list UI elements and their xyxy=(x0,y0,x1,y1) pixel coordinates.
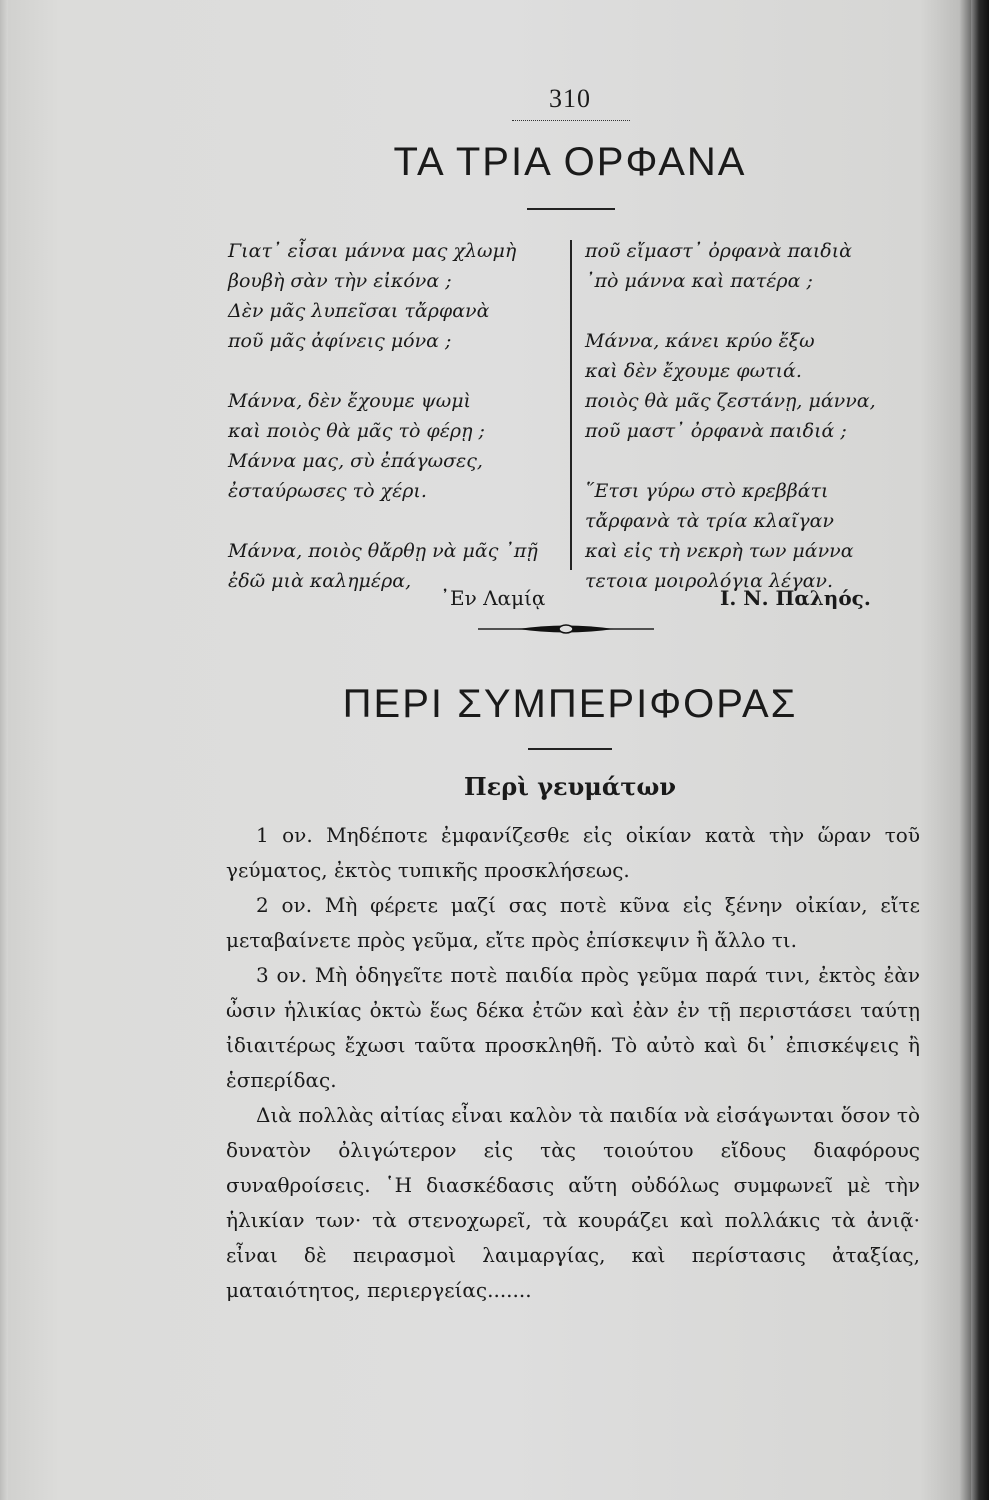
poem-line: Μάννα, κάνει κρύο ἔξω xyxy=(585,330,815,352)
page-left-edge xyxy=(0,0,8,1500)
poem-line: ποῦ μᾶς ἀφίνεις μόνα ; xyxy=(228,330,452,352)
poem-right-column xyxy=(585,236,905,596)
poem-line: ἐδῶ μιὰ καλημέρα, xyxy=(228,570,412,592)
poem-author: Ι. Ν. Παληός. xyxy=(720,586,871,610)
stanza-break xyxy=(585,296,905,326)
poem-column-divider xyxy=(570,240,572,570)
stanza-break xyxy=(585,446,905,476)
article-body xyxy=(226,818,920,1308)
poem-line: καὶ δὲν ἔχουμε φωτιά. xyxy=(585,360,802,382)
poem-line: καὶ εἰς τὴ νεκρὴ των μάννα xyxy=(585,540,854,562)
poem-title: ΤΑ ΤΡΙΑ ΟΡΦΑΝΑ xyxy=(393,140,747,184)
poem-line: ᾽πὸ μάννα καὶ πατέρα ; xyxy=(585,270,813,292)
poem-line: τἄρφανὰ τὰ τρία κλαῖγαν xyxy=(585,510,834,532)
article-subtitle: Περὶ γευμάτων xyxy=(464,772,676,801)
page-number: 310 xyxy=(549,84,591,113)
page-number-rule xyxy=(512,120,630,121)
poem-line: καὶ ποιὸς θὰ μᾶς τὸ φέρῃ ; xyxy=(228,420,485,442)
poem-line: βουβὴ σὰν τὴν εἰκόνα ; xyxy=(228,270,452,292)
poem-line: τετοια μοιρολόγια λέγαν. xyxy=(585,570,833,592)
article-paragraph: Διὰ πολλὰς αἰτίας εἶναι καλὸν τὰ παιδία νὰ εἰσάγωνται ὅσον τὸ δυνατὸν ὀλιγώτερον εἰς τὰς τοιούτου εἴδους διαφόρους συναθροίσεις. ῾Η διασκέδασις αὕτη οὐδόλως συμφωνεῖ μὲ τὴν ἡλικίαν των· τὰ στενοχωρεῖ, τὰ κουράζει καὶ πολλάκις τὰ ἀνιᾷ· εἶναι δὲ πειρασμοὶ λαιμαργίας, καὶ περίστασις ἀταξίας, ματαιότητος, περιεργείας....... xyxy=(226,1103,920,1302)
poem-line: Μάννα, δὲν ἔχουμε ψωμὶ xyxy=(228,390,471,412)
poem-line: ποῦ μαστ᾽ ὀρφανὰ παιδιά ; xyxy=(585,420,847,442)
ornament-divider xyxy=(478,622,654,636)
poem-line: Δὲν μᾶς λυπεῖσαι τἄρφανὰ xyxy=(228,300,490,322)
stanza-break xyxy=(228,356,558,386)
poem-line: ἐσταύρωσες τὸ χέρι. xyxy=(228,480,427,502)
poem-line: ποιὸς θὰ μᾶς ζεστάνῃ, μάννα, xyxy=(585,390,876,412)
poem-title-rule xyxy=(527,208,615,210)
binding-shadow xyxy=(971,0,989,1500)
article-paragraph: 1 ον. Μηδέποτε ἐμφανίζεσθε εἰς οἰκίαν κατὰ τὴν ὥραν τοῦ γεύματος, ἐκτὸς τυπικῆς προσκλήσεως. xyxy=(226,823,920,882)
poem-line: ῞Ετσι γύρω στὸ κρεββάτι xyxy=(585,480,829,502)
article-paragraph: 3 ον. Μὴ ὁδηγεῖτε ποτὲ παιδία πρὸς γεῦμα παρά τινι, ἐκτὸς ἐὰν ὦσιν ἡλικίας ὀκτὼ ἕως δέκα ἐτῶν καὶ ἐὰν ἐν τῇ περιστάσει ταύτῃ ἰδιαιτέρως ἔχωσι ταῦτα προσκληθῆ. Τὸ αὐτὸ καὶ δι᾽ ἐπισκέψεις ἢ ἑσπερίδας. xyxy=(226,963,920,1092)
poem-left-column xyxy=(228,236,558,596)
poem-place: ᾽Εν Λαμίᾳ xyxy=(440,586,546,610)
poem-line: Μάννα μας, σὺ ἐπάγωσες, xyxy=(228,450,483,472)
stanza-break xyxy=(228,506,558,536)
article-paragraph: 2 ον. Μὴ φέρετε μαζί σας ποτὲ κῦνα εἰς ξένην οἰκίαν, εἴτε μεταβαίνετε πρὸς γεῦμα, εἴτε πρὸς ἐπίσκεψιν ἢ ἄλλο τι. xyxy=(226,893,920,952)
poem-line: Γιατ᾽ εἶσαι μάννα μας χλωμὴ xyxy=(228,240,517,262)
article-title: ΠΕΡΙ ΣΥΜΠΕΡΙΦΟΡΑΣ xyxy=(342,682,798,726)
poem-line: ποῦ εἴμαστ᾽ ὀρφανὰ παιδιὰ xyxy=(585,240,853,262)
article-title-rule xyxy=(528,748,612,750)
poem-line: Μάννα, ποιὸς θἄρθῃ νὰ μᾶς ᾽πῇ xyxy=(228,540,538,562)
